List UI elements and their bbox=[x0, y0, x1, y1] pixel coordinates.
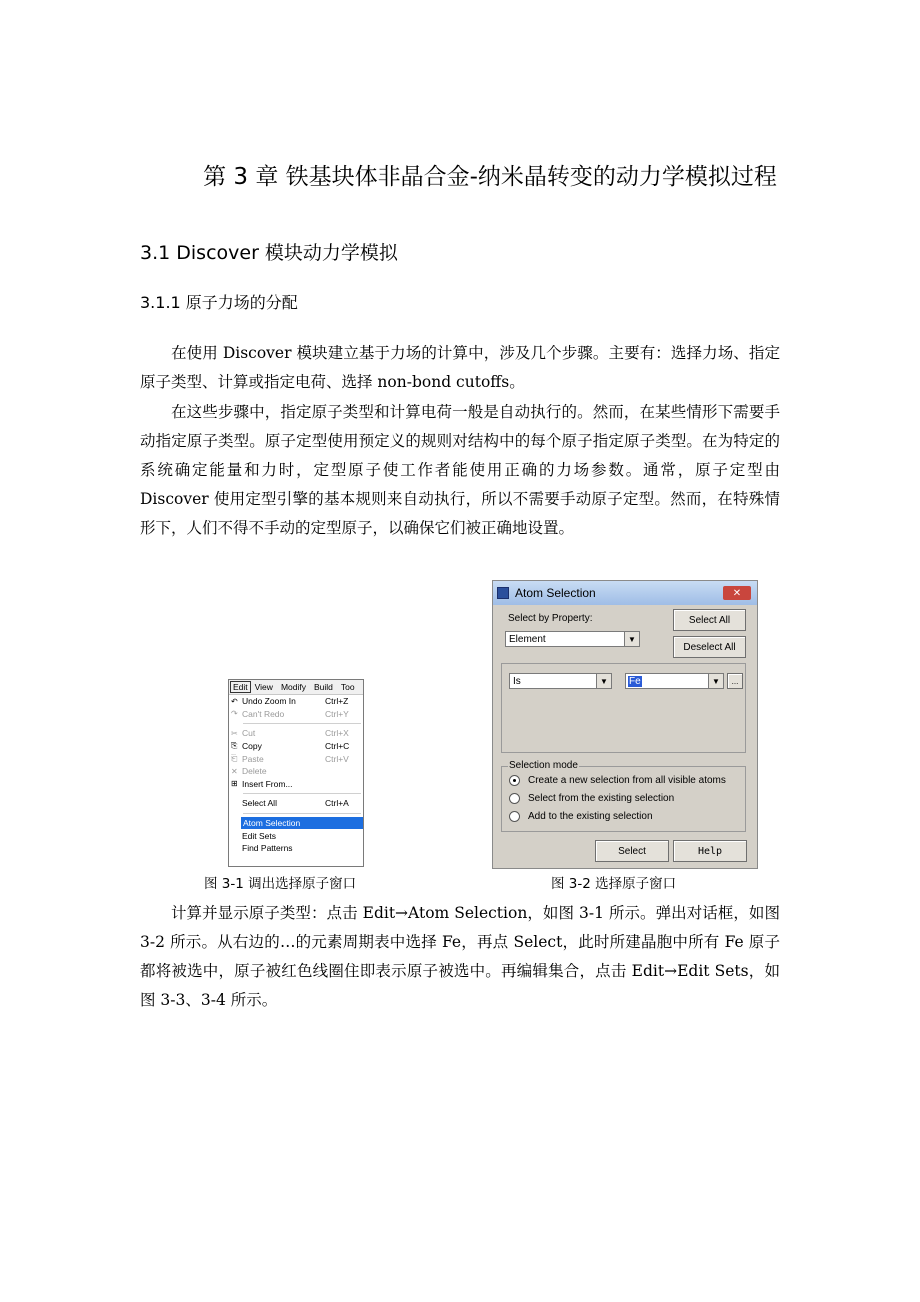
section-heading: 3.1 Discover 模块动力学模拟 bbox=[140, 242, 398, 264]
menu-item-redo[interactable]: ↷ Can't Redo Ctrl+Y bbox=[231, 708, 349, 719]
select-button[interactable]: Select bbox=[595, 840, 669, 862]
menu-separator bbox=[243, 813, 361, 814]
radio-add-existing[interactable]: Add to the existing selection bbox=[509, 811, 653, 822]
menu-separator bbox=[243, 723, 361, 724]
figure-2-caption: 图 3-2 选择原子窗口 bbox=[551, 876, 677, 892]
redo-icon: ↷ bbox=[231, 709, 238, 719]
menu-item-paste[interactable]: ⎗ Paste Ctrl+V bbox=[231, 753, 349, 764]
menu-tools[interactable]: Too bbox=[340, 682, 355, 692]
periodic-table-button[interactable]: ... bbox=[727, 673, 743, 689]
edit-menu-figure bbox=[228, 679, 364, 867]
menu-item-undo[interactable]: ↶ Undo Zoom In Ctrl+Z bbox=[231, 696, 349, 707]
operator-dropdown[interactable]: Is ▼ bbox=[509, 673, 612, 689]
radio-unchecked-icon bbox=[509, 811, 520, 822]
close-button[interactable]: ✕ bbox=[723, 586, 751, 600]
app-icon bbox=[497, 587, 509, 599]
menu-item-select-all[interactable]: Select All Ctrl+A bbox=[242, 798, 349, 809]
dialog-title: Atom Selection bbox=[515, 586, 596, 600]
menubar bbox=[229, 680, 363, 695]
paragraph-2: 在这些步骤中，指定原子类型和计算电荷一般是自动执行的。然而，在某些情形下需要手动指定原子类型。原子定型使用预定义的规则对结构中的每个原子指定原子类型。在为特定的系统确定能量和力时，定型原子使工作者能使用正确的力场参数。通常，原子定型由 Discover 使用定型引擎的基本规则来自动执行，所以不需要手动原子定型。然而，在特殊情形下，人们不得不手动的定型原子，以确保它们被正确地设置。 bbox=[140, 403, 780, 537]
menu-item-find-patterns[interactable]: Find Patterns bbox=[242, 843, 293, 854]
menu-item-insert-from[interactable]: ⊞ Insert From... bbox=[231, 778, 293, 789]
selection-mode-title: Selection mode bbox=[509, 760, 578, 771]
menu-item-atom-selection[interactable]: Atom Selection bbox=[241, 817, 363, 830]
property-dropdown[interactable]: Element ▼ bbox=[505, 631, 640, 647]
dialog-titlebar bbox=[493, 581, 757, 605]
undo-icon: ↶ bbox=[231, 696, 238, 706]
paste-icon: ⎗ bbox=[231, 753, 238, 763]
menu-item-cut[interactable]: ✂ Cut Ctrl+X bbox=[231, 728, 349, 739]
menu-separator bbox=[243, 793, 361, 794]
paragraph-1: 在使用 Discover 模块建立基于力场的计算中，涉及几个步骤。主要有：选择力场、指定原子类型、计算或指定电荷、选择 non-bond cutoffs。 bbox=[140, 344, 780, 391]
menu-build[interactable]: Build bbox=[313, 682, 333, 692]
chevron-down-icon: ▼ bbox=[596, 674, 611, 688]
chapter-title: 第 3 章 铁基块体非晶合金-纳米晶转变的动力学模拟过程 bbox=[203, 164, 777, 190]
figure-1-caption: 图 3-1 调出选择原子窗口 bbox=[204, 876, 357, 892]
scissors-icon: ✂ bbox=[231, 728, 238, 738]
deselect-all-button[interactable]: Deselect All bbox=[673, 636, 746, 658]
menu-item-delete[interactable]: ✕ Delete bbox=[231, 766, 267, 777]
atom-selection-dialog bbox=[492, 580, 758, 869]
select-by-label: Select by Property: bbox=[508, 613, 593, 624]
radio-unchecked-icon bbox=[509, 793, 520, 804]
radio-from-existing[interactable]: Select from the existing selection bbox=[509, 793, 674, 804]
select-all-button[interactable]: Select All bbox=[673, 609, 746, 631]
menu-modify[interactable]: Modify bbox=[280, 682, 306, 692]
menu-item-copy[interactable]: ⎘ Copy Ctrl+C bbox=[231, 741, 350, 752]
delete-icon: ✕ bbox=[231, 766, 238, 776]
element-dropdown[interactable]: Fe ▼ bbox=[625, 673, 724, 689]
radio-checked-icon bbox=[509, 775, 520, 786]
insert-icon: ⊞ bbox=[231, 779, 238, 789]
menu-edit[interactable]: Edit bbox=[230, 681, 251, 693]
subsection-heading: 3.1.1 原子力场的分配 bbox=[140, 293, 298, 312]
paragraph-3: 计算并显示原子类型：点击 Edit→Atom Selection，如图 3-1 所示。弹出对话框，如图 3-2 所示。从右边的…的元素周期表中选择 Fe，再点 Select，此时所建晶胞中所有 Fe 原子都将被选中，原子被红色线圈住即表示原子被选中。再编辑集合，点击 Edit→Edit Sets，如图 3-3、3-4 所示。 bbox=[140, 904, 780, 1009]
menu-view[interactable]: View bbox=[254, 682, 273, 692]
menu-item-edit-sets[interactable]: Edit Sets bbox=[242, 830, 277, 841]
help-button[interactable]: Help bbox=[673, 840, 747, 862]
chevron-down-icon: ▼ bbox=[624, 632, 639, 646]
radio-create-new[interactable]: Create a new selection from all visible atoms bbox=[509, 775, 726, 786]
chevron-down-icon: ▼ bbox=[708, 674, 723, 688]
copy-icon: ⎘ bbox=[231, 741, 238, 751]
